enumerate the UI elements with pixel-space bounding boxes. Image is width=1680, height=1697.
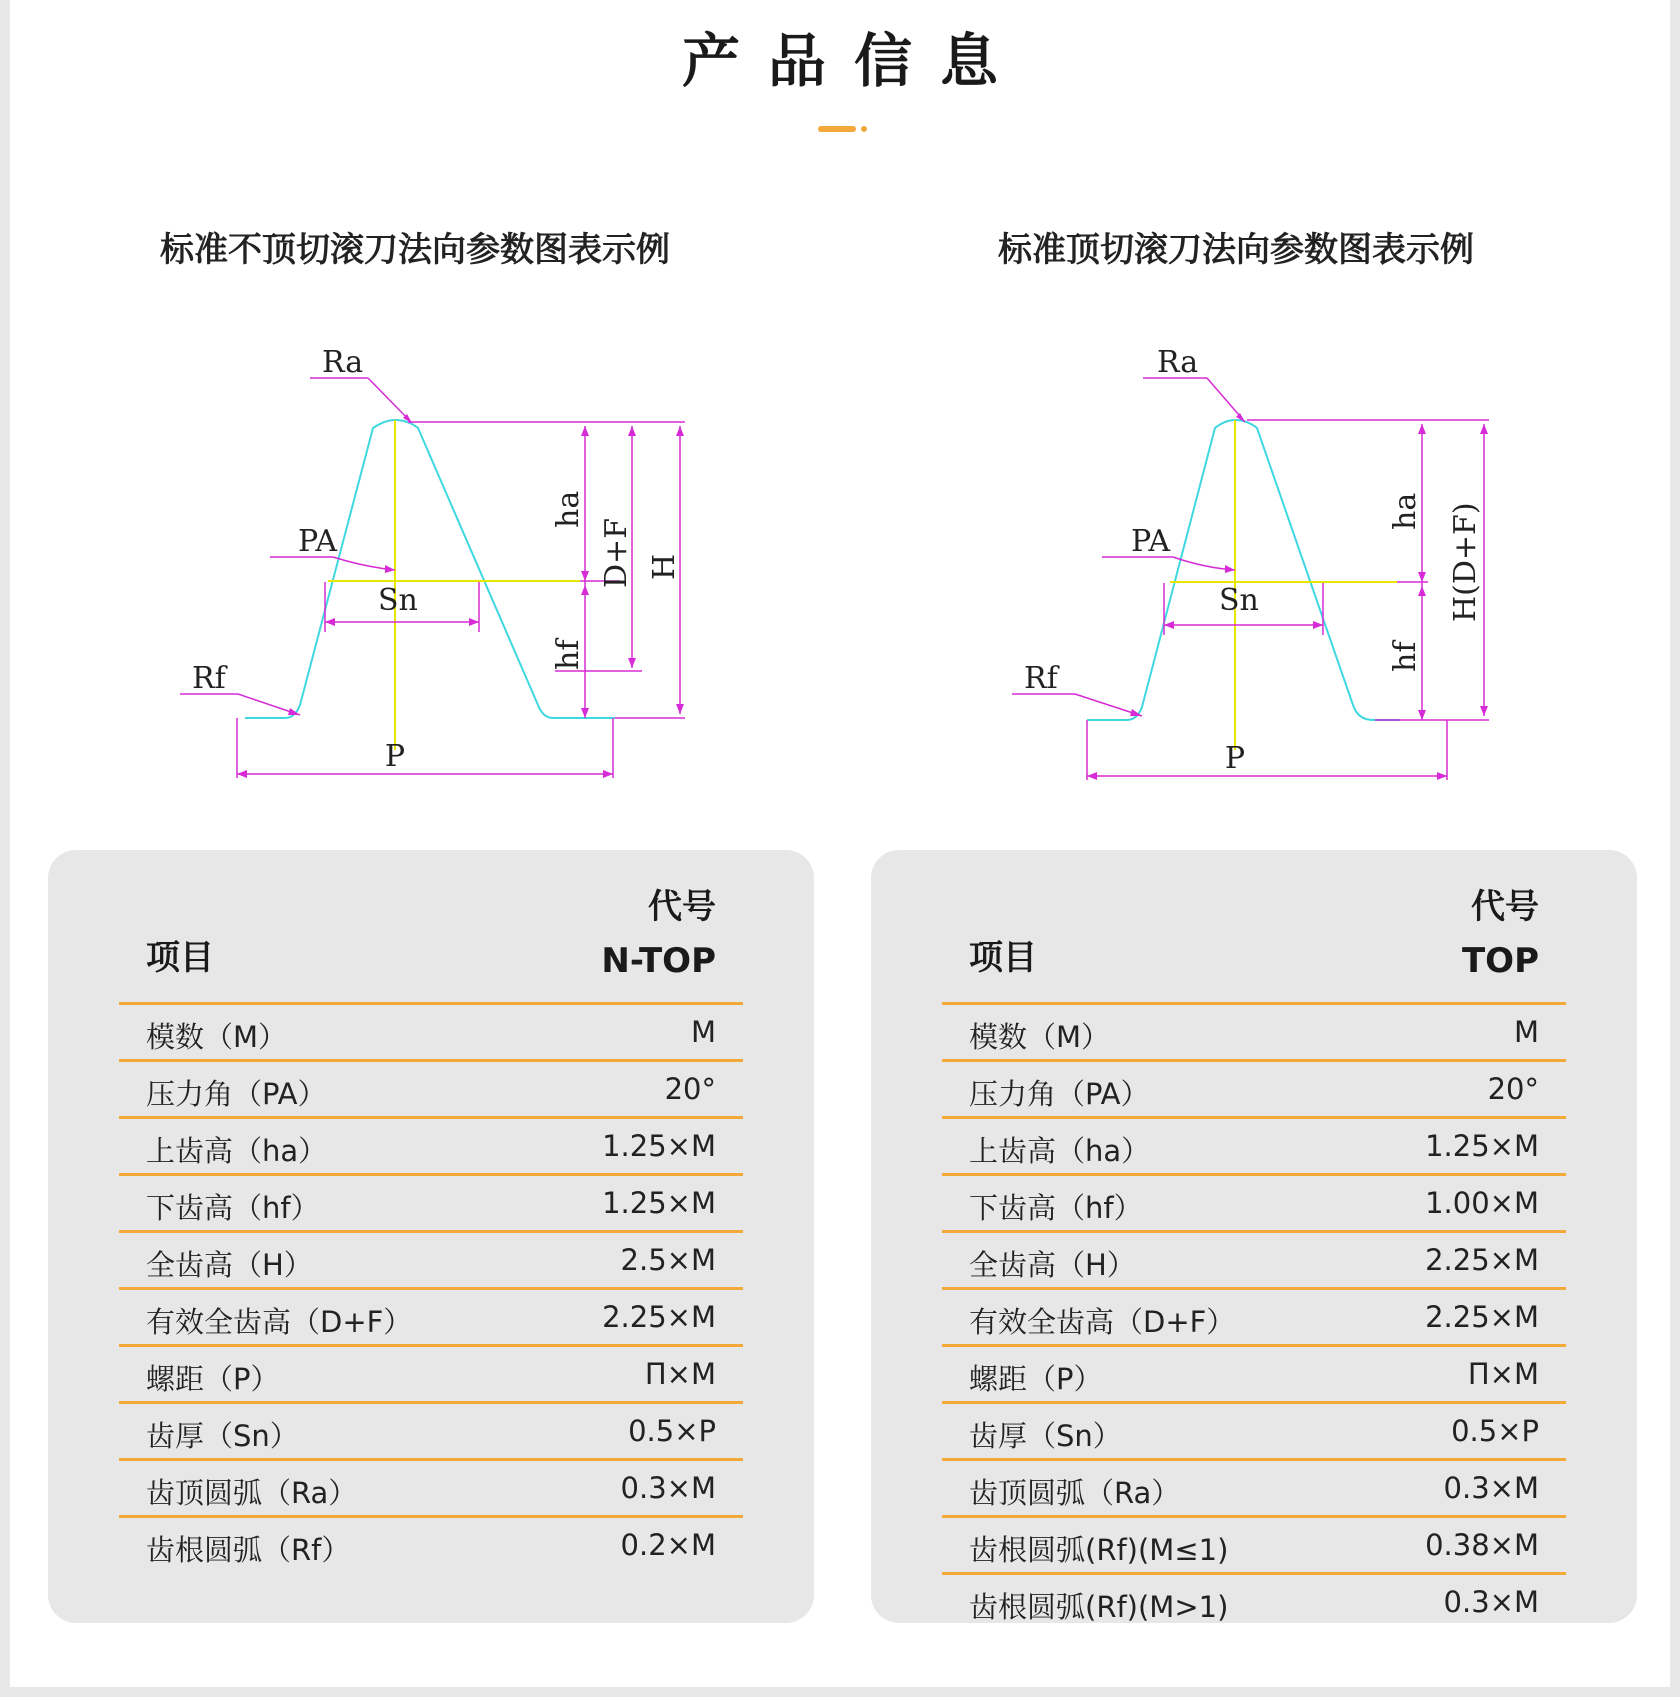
row-label: 齿根圆弧（Rf） (146, 1533, 351, 1567)
table-row (942, 1347, 1566, 1404)
ntop-parameter-card (48, 850, 814, 1623)
row-label: 模数（M） (146, 1020, 288, 1054)
table-row (942, 1062, 1566, 1119)
row-label: 上齿高（ha） (146, 1134, 328, 1168)
header-item: 项目 (969, 938, 1037, 978)
top-label-hdf: H(D+F) (1448, 502, 1483, 622)
row-label: 有效全齿高（D+F） (146, 1305, 413, 1339)
ntop-parameter-table (119, 870, 743, 1572)
row-label: 齿根圆弧(Rf)(M>1) (969, 1590, 1229, 1624)
header-code-value: N-TOP (601, 941, 716, 981)
row-value: 0.2×M (620, 1528, 716, 1562)
row-value: 2.25×M (1425, 1300, 1539, 1334)
table-row (119, 1347, 743, 1404)
page (10, 0, 1670, 1687)
table-row (942, 1518, 1566, 1575)
ntop-label-h: H (647, 553, 682, 580)
row-label: 齿顶圆弧（Ra） (969, 1476, 1181, 1510)
row-value: M (1513, 1015, 1539, 1049)
row-value: 0.38×M (1425, 1528, 1539, 1562)
top-label-hf: hf (1388, 641, 1423, 672)
row-label: 齿厚（Sn） (969, 1419, 1122, 1453)
row-label: 模数（M） (969, 1020, 1111, 1054)
ntop-label-sn: Sn (378, 583, 418, 618)
row-value: 1.25×M (602, 1129, 716, 1163)
page-title: 产品信息 (681, 27, 1026, 95)
top-label-p: P (1224, 741, 1246, 776)
ntop-label-hf: hf (551, 639, 586, 670)
table-row (942, 1404, 1566, 1461)
row-label: 压力角（PA） (146, 1077, 327, 1111)
row-value: 20° (664, 1072, 716, 1106)
header-code-label: 代号 (648, 887, 716, 927)
row-label: 有效全齿高（D+F） (969, 1305, 1236, 1339)
row-label: 压力角（PA） (969, 1077, 1150, 1111)
ntop-profile-diagram (150, 330, 710, 790)
row-value: 0.3×M (620, 1471, 716, 1505)
top-profile-diagram (985, 330, 1545, 790)
table-row (942, 1119, 1566, 1176)
header-code (1462, 880, 1539, 988)
table-row (119, 1005, 743, 1062)
row-value: Π×M (644, 1357, 716, 1391)
table-row (119, 1062, 743, 1119)
table-row (119, 1404, 743, 1461)
row-label: 全齿高（H） (969, 1248, 1136, 1282)
row-label: 齿厚（Sn） (146, 1419, 299, 1453)
header-code-label: 代号 (1471, 887, 1539, 927)
table-row (119, 1461, 743, 1518)
header-item: 项目 (146, 938, 214, 978)
header-code-value: TOP (1461, 941, 1539, 981)
table-row (942, 1176, 1566, 1233)
row-value: 2.25×M (602, 1300, 716, 1334)
table-row (942, 1575, 1566, 1629)
row-value: 0.3×M (1443, 1585, 1539, 1619)
table-row (119, 1290, 743, 1347)
top-label-ra: Ra (1157, 345, 1199, 380)
row-label: 全齿高（H） (146, 1248, 313, 1282)
row-value: 0.5×P (1451, 1414, 1539, 1448)
row-label: 齿根圆弧(Rf)(M≤1) (969, 1533, 1229, 1567)
ntop-label-pa: PA (298, 524, 338, 559)
ntop-label-df: D+F (599, 517, 634, 588)
ntop-label-rf: Rf (192, 661, 226, 696)
top-label-rf: Rf (1024, 661, 1058, 696)
table-row (119, 1119, 743, 1176)
title-accent-dot (861, 126, 867, 132)
row-label: 上齿高（ha） (969, 1134, 1151, 1168)
ntop-label-ha: ha (551, 490, 586, 528)
ntop-table-header (119, 870, 743, 1005)
top-label-ha: ha (1388, 492, 1423, 530)
diagram-title-top: 标准顶切滚刀法向参数图表示例 (998, 230, 1474, 270)
row-label: 螺距（P） (969, 1362, 1103, 1396)
row-label: 下齿高（hf） (969, 1191, 1143, 1225)
top-label-pa: PA (1131, 524, 1171, 559)
row-value: M (690, 1015, 716, 1049)
table-row (119, 1176, 743, 1233)
row-value: Π×M (1467, 1357, 1539, 1391)
ntop-label-p: P (384, 739, 406, 774)
top-label-sn: Sn (1219, 583, 1259, 618)
table-row (119, 1233, 743, 1290)
header-code (601, 880, 716, 988)
title-accent-bar (818, 126, 856, 132)
table-row (119, 1518, 743, 1572)
top-parameter-card (871, 850, 1637, 1623)
table-row (942, 1233, 1566, 1290)
diagram-title-ntop: 标准不顶切滚刀法向参数图表示例 (160, 230, 670, 270)
row-value: 0.5×P (628, 1414, 716, 1448)
table-row (942, 1461, 1566, 1518)
row-value: 20° (1487, 1072, 1539, 1106)
table-row (942, 1290, 1566, 1347)
table-row (942, 1005, 1566, 1062)
row-value: 2.5×M (620, 1243, 716, 1277)
row-label: 螺距（P） (146, 1362, 280, 1396)
row-value: 0.3×M (1443, 1471, 1539, 1505)
ntop-label-ra: Ra (322, 345, 364, 380)
top-tooth-profile (1087, 420, 1400, 720)
row-value: 2.25×M (1425, 1243, 1539, 1277)
row-label: 齿顶圆弧（Ra） (146, 1476, 358, 1510)
top-parameter-table (942, 870, 1566, 1629)
row-value: 1.25×M (602, 1186, 716, 1220)
top-table-header (942, 870, 1566, 1005)
ntop-tooth-profile (245, 420, 615, 718)
row-value: 1.25×M (1425, 1129, 1539, 1163)
row-label: 下齿高（hf） (146, 1191, 320, 1225)
row-value: 1.00×M (1425, 1186, 1539, 1220)
